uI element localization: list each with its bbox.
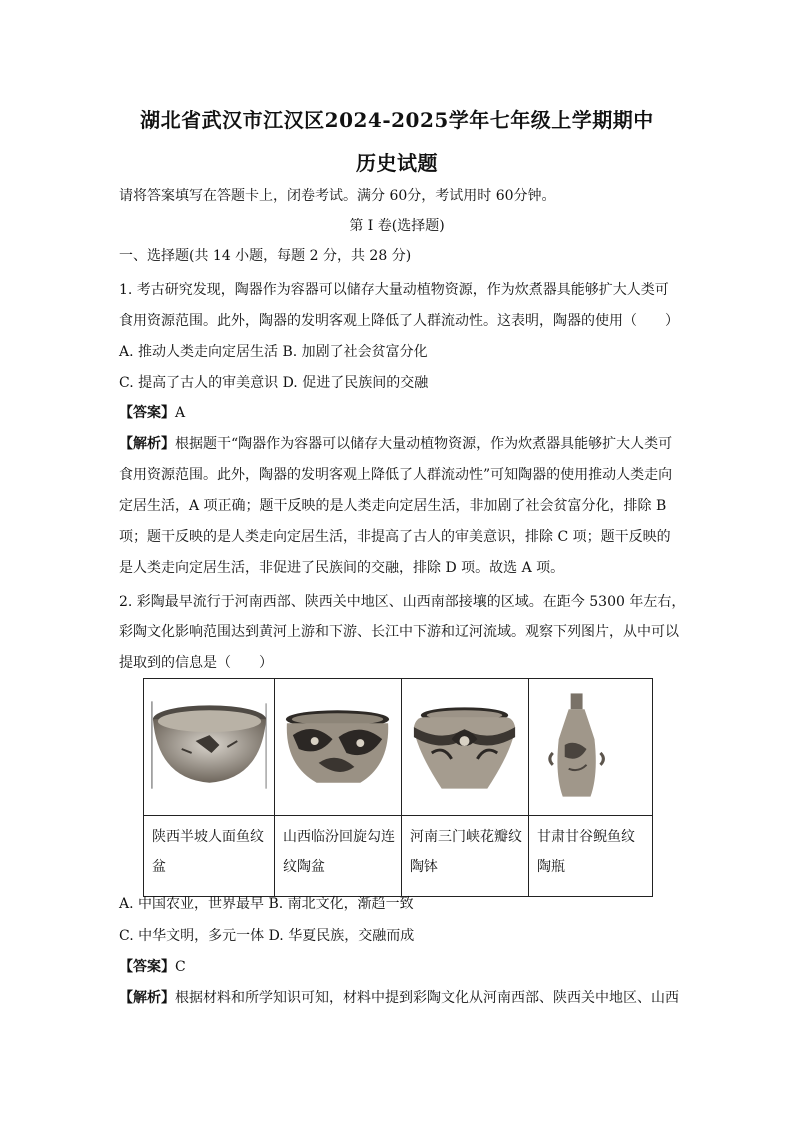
q1-stem-line-1: 1. 考古研究发现，陶器作为容器可以储存大量动植物资源，作为炊煮器具能够扩大人类可 <box>119 282 669 298</box>
q2-stem-line-2: 彩陶文化影响范围达到黄河上游和下游、长江中下游和辽河流域。观察下列图片，从中可以 <box>119 624 679 640</box>
q2-stem-line-3: 提取到的信息是（ ） <box>119 655 273 671</box>
figure-caption-1 <box>144 816 275 897</box>
q1-analysis-label: 【解析】 <box>119 436 175 452</box>
q1-options-line-2: C. 提高了古人的审美意识 D. 促进了民族间的交融 <box>119 375 429 391</box>
figure-caption-1-line-2: 盆 <box>152 859 166 875</box>
q1-analysis-line-5: 是人类走向定居生活，非促进了民族间的交融，排除 D 项。故选 A 项。 <box>119 560 565 576</box>
figure-caption-1-line-1: 陕西半坡人面鱼纹 <box>152 829 264 845</box>
q2-options-line-1: A. 中国农业，世界最早 B. 南北文化，渐趋一致 <box>119 896 414 912</box>
figure-caption-2 <box>275 816 402 897</box>
part-one-heading: 一、选择题(共 14 小题，每题 2 分，共 28 分) <box>119 248 412 264</box>
q2-options-line-2: C. 中华文明，多元一体 D. 华夏民族，交融而成 <box>119 928 415 944</box>
q1-options-line-1: A. 推动人类走向定居生活 B. 加剧了社会贫富分化 <box>119 344 428 360</box>
q2-analysis-line-1 <box>119 988 679 1008</box>
q1-stem-line-2: 食用资源范围。此外，陶器的发明客观上降低了人群流动性。这表明，陶器的使用（ ） <box>119 313 679 329</box>
figure-caption-2-line-1: 山西临汾回旋勾连 <box>283 829 395 845</box>
q1-answer <box>119 403 185 423</box>
figure-caption-3 <box>402 816 529 897</box>
q2-analysis-label: 【解析】 <box>119 990 175 1006</box>
bowl-icon <box>144 679 274 815</box>
pot-icon <box>402 679 528 815</box>
title-line-2: 历史试题 <box>356 151 438 175</box>
q1-analysis-line-1 <box>119 434 672 454</box>
instructions: 请将答案填写在答题卡上，闭卷考试。满分 60分，考试用时 60分钟。 <box>119 188 556 204</box>
q1-answer-value: A <box>175 405 186 421</box>
q1-analysis-line-3: 定居生活，A 项正确；题干反映的是人类走向定居生活，非加剧了社会贫富分化，排除 B <box>119 498 667 514</box>
q2-stem-line-1: 2. 彩陶最早流行于河南西部、陕西关中地区、山西南部接壤的区域。在距今 5300 年左右， <box>119 594 686 610</box>
figure-cell-4 <box>529 679 653 816</box>
q2-answer <box>119 957 186 977</box>
q2-answer-label: 【答案】 <box>119 959 175 975</box>
figure-caption-4 <box>529 816 653 897</box>
q1-analysis-text-1: 根据题干“陶器作为容器可以储存大量动植物资源，作为炊煮器具能够扩大人类可 <box>175 436 673 452</box>
figure-cell-1 <box>144 679 275 816</box>
figure-caption-3-line-2: 陶钵 <box>410 859 438 875</box>
bottle-icon <box>529 679 652 815</box>
figure-caption-3-line-1: 河南三门峡花瓣纹 <box>410 829 522 845</box>
q2-answer-value: C <box>175 959 186 975</box>
figure-caption-4-line-1: 甘肃甘谷鲵鱼纹 <box>537 829 635 845</box>
basin-icon <box>275 679 401 815</box>
figure-caption-2-line-2: 纹陶盆 <box>283 859 325 875</box>
q1-analysis-line-4: 项；题干反映的是人类走向定居生活，非提高了古人的审美意识，排除 C 项；题干反映的 <box>119 529 671 545</box>
figure-cell-2 <box>275 679 402 816</box>
q1-answer-label: 【答案】 <box>119 405 175 421</box>
q1-analysis-line-2: 食用资源范围。此外，陶器的发明客观上降低了人群流动性”可知陶器的使用推动人类走向 <box>119 467 673 483</box>
pottery-figure-table <box>143 678 653 897</box>
figure-cell-3 <box>402 679 529 816</box>
q2-analysis-text-1: 根据材料和所学知识可知，材料中提到彩陶文化从河南西部、陕西关中地区、山西 <box>175 990 679 1006</box>
figure-caption-4-line-2: 陶瓶 <box>537 859 565 875</box>
section-title: 第 I 卷(选择题) <box>349 218 445 234</box>
title-line-1: 湖北省武汉市江汉区2024-2025学年七年级上学期期中 <box>140 108 654 132</box>
